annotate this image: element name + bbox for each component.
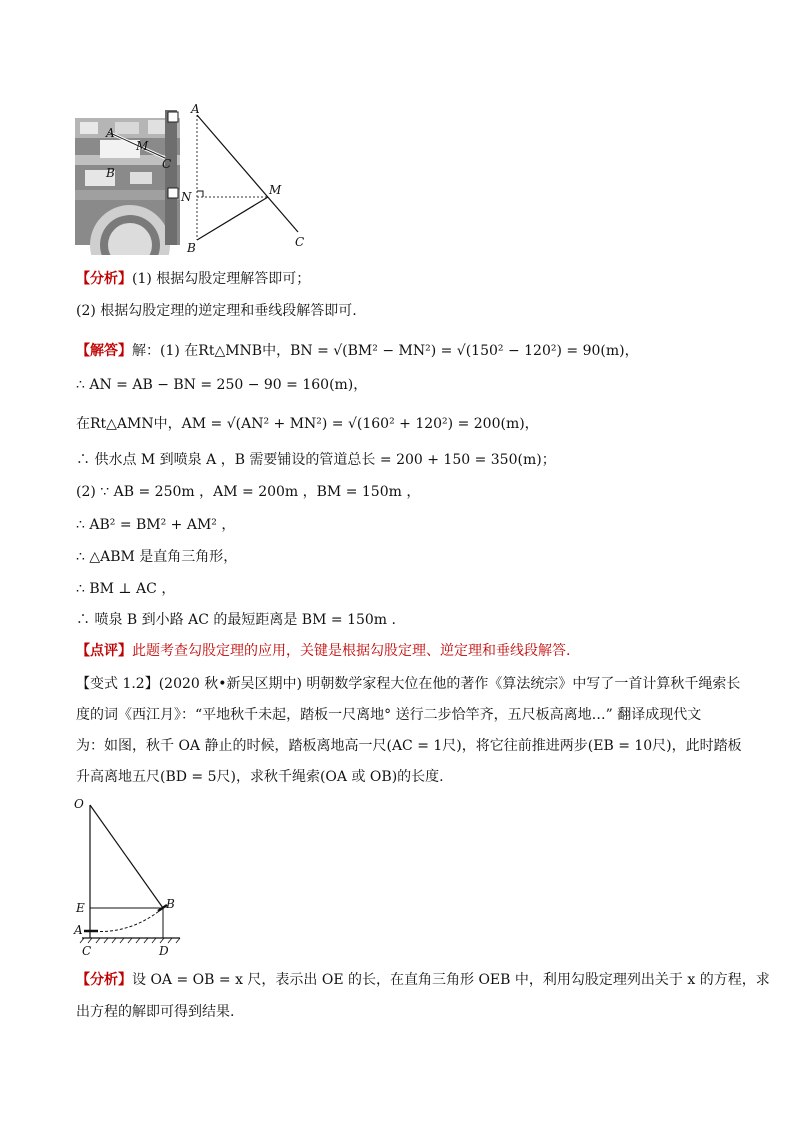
rope-ob xyxy=(90,805,163,908)
comment-line xyxy=(76,640,570,662)
analysis-2-text-1: 设 OA = OB = x 尺，表示出 OE 的长，在直角三角形 OEB 中，利用勾股定理列出关于 x 的方程，求 xyxy=(132,972,770,988)
comment-tag: 【点评】 xyxy=(76,643,132,659)
solution-line-2: ∴ AN = AB − BN = 250 − 90 = 160(m)， xyxy=(76,377,368,393)
variant-line-3: 为：如图，秋千 OA 静止的时候，踏板离地高一尺(AC = 1尺)，将它往前推进两步(EB = 10尺)，此时踏板 xyxy=(76,738,742,754)
swing-label-b: B xyxy=(166,897,175,911)
solution-line-4: ∴ 供水点 M 到喷泉 A ，B 需要铺设的管道总长 = 200 + 150 = 350(m)； xyxy=(76,452,556,468)
analysis-1-line-2: (2) 根据勾股定理的逆定理和垂线段解答即可. xyxy=(76,303,357,319)
photo-label-b: B xyxy=(106,166,115,180)
photo-label-a: A xyxy=(106,126,115,140)
variant-line-4: 升高离地五尺(BD = 5尺)，求秋千绳索(OA 或 OB)的长度. xyxy=(76,769,444,785)
photo-label-m: M xyxy=(136,139,149,153)
analysis-2-line-2: 出方程的解即可得到结果. xyxy=(76,1004,235,1020)
ground-hatching xyxy=(80,938,180,943)
geometry-diagram xyxy=(180,102,304,255)
swing-label-d: D xyxy=(159,944,169,958)
solution-line-7: ∴ △ABM 是直角三角形， xyxy=(76,549,238,565)
solution-line-1 xyxy=(76,340,639,362)
analysis-2-tag: 【分析】 xyxy=(76,972,132,988)
right-angle-mark xyxy=(197,191,203,197)
figure-fountain-diagram xyxy=(70,100,320,255)
solution-line-3: 在Rt△AMN中，AM = √(AN² + MN²) = √(160² + 120²) = 200(m)， xyxy=(76,416,539,432)
solution-text-1: 解：(1) 在Rt△MNB中，BN = √(BM² − MN²) = √(150² − 120²) = 90(m)， xyxy=(132,343,639,359)
segment-ac xyxy=(197,115,298,232)
diagram-label-m: M xyxy=(269,183,282,197)
figure-swing-diagram xyxy=(70,795,185,960)
diagram-label-a: A xyxy=(191,102,200,116)
solution-line-8: ∴ BM ⊥ AC ， xyxy=(76,581,176,597)
solution-tag: 【解答】 xyxy=(76,343,132,359)
variant-line-1 xyxy=(76,673,740,695)
solution-line-6: ∴ AB² = BM² + AM² ， xyxy=(76,517,236,533)
analysis-tag: 【分析】 xyxy=(76,271,132,287)
swing-arc xyxy=(90,908,163,932)
analysis-1-line-1 xyxy=(76,268,310,290)
diagram-label-c: C xyxy=(295,235,305,249)
diagram-label-b: B xyxy=(187,241,196,255)
swing-label-c: C xyxy=(82,944,92,958)
comment-text: 此题考查勾股定理的应用，关键是根据勾股定理、逆定理和垂线段解答. xyxy=(132,643,571,659)
variant-text-1: (2020 秋•新吴区期中) 明朝数学家程大位在他的著作《算法统宗》中写了一首计算秋千绳索长 xyxy=(158,676,741,692)
photo-label-c: C xyxy=(162,157,172,171)
variant-line-2: 度的词《西江月》：“平地秋千未起，踏板一尺离地° 送行二步恰竿齐，五尺板高离地…” 翻译成现代文 xyxy=(76,707,702,723)
analysis-2-line-1 xyxy=(76,969,770,991)
swing-label-o: O xyxy=(74,797,84,811)
swing-label-e: E xyxy=(76,901,85,915)
swing-label-a: A xyxy=(74,923,83,937)
solution-line-9: ∴ 喷泉 B 到小路 AC 的最短距离是 BM = 150m . xyxy=(76,612,396,628)
segment-bm xyxy=(197,197,268,240)
solution-line-5: (2) ∵ AB = 250m ，AM = 200m ，BM = 150m ， xyxy=(76,484,421,500)
variant-tag: 【变式 1.2】 xyxy=(76,676,159,692)
fountain-photo xyxy=(75,110,180,255)
analysis-1-text-1: (1) 根据勾股定理解答即可； xyxy=(132,271,311,287)
diagram-label-n: N xyxy=(181,190,192,204)
